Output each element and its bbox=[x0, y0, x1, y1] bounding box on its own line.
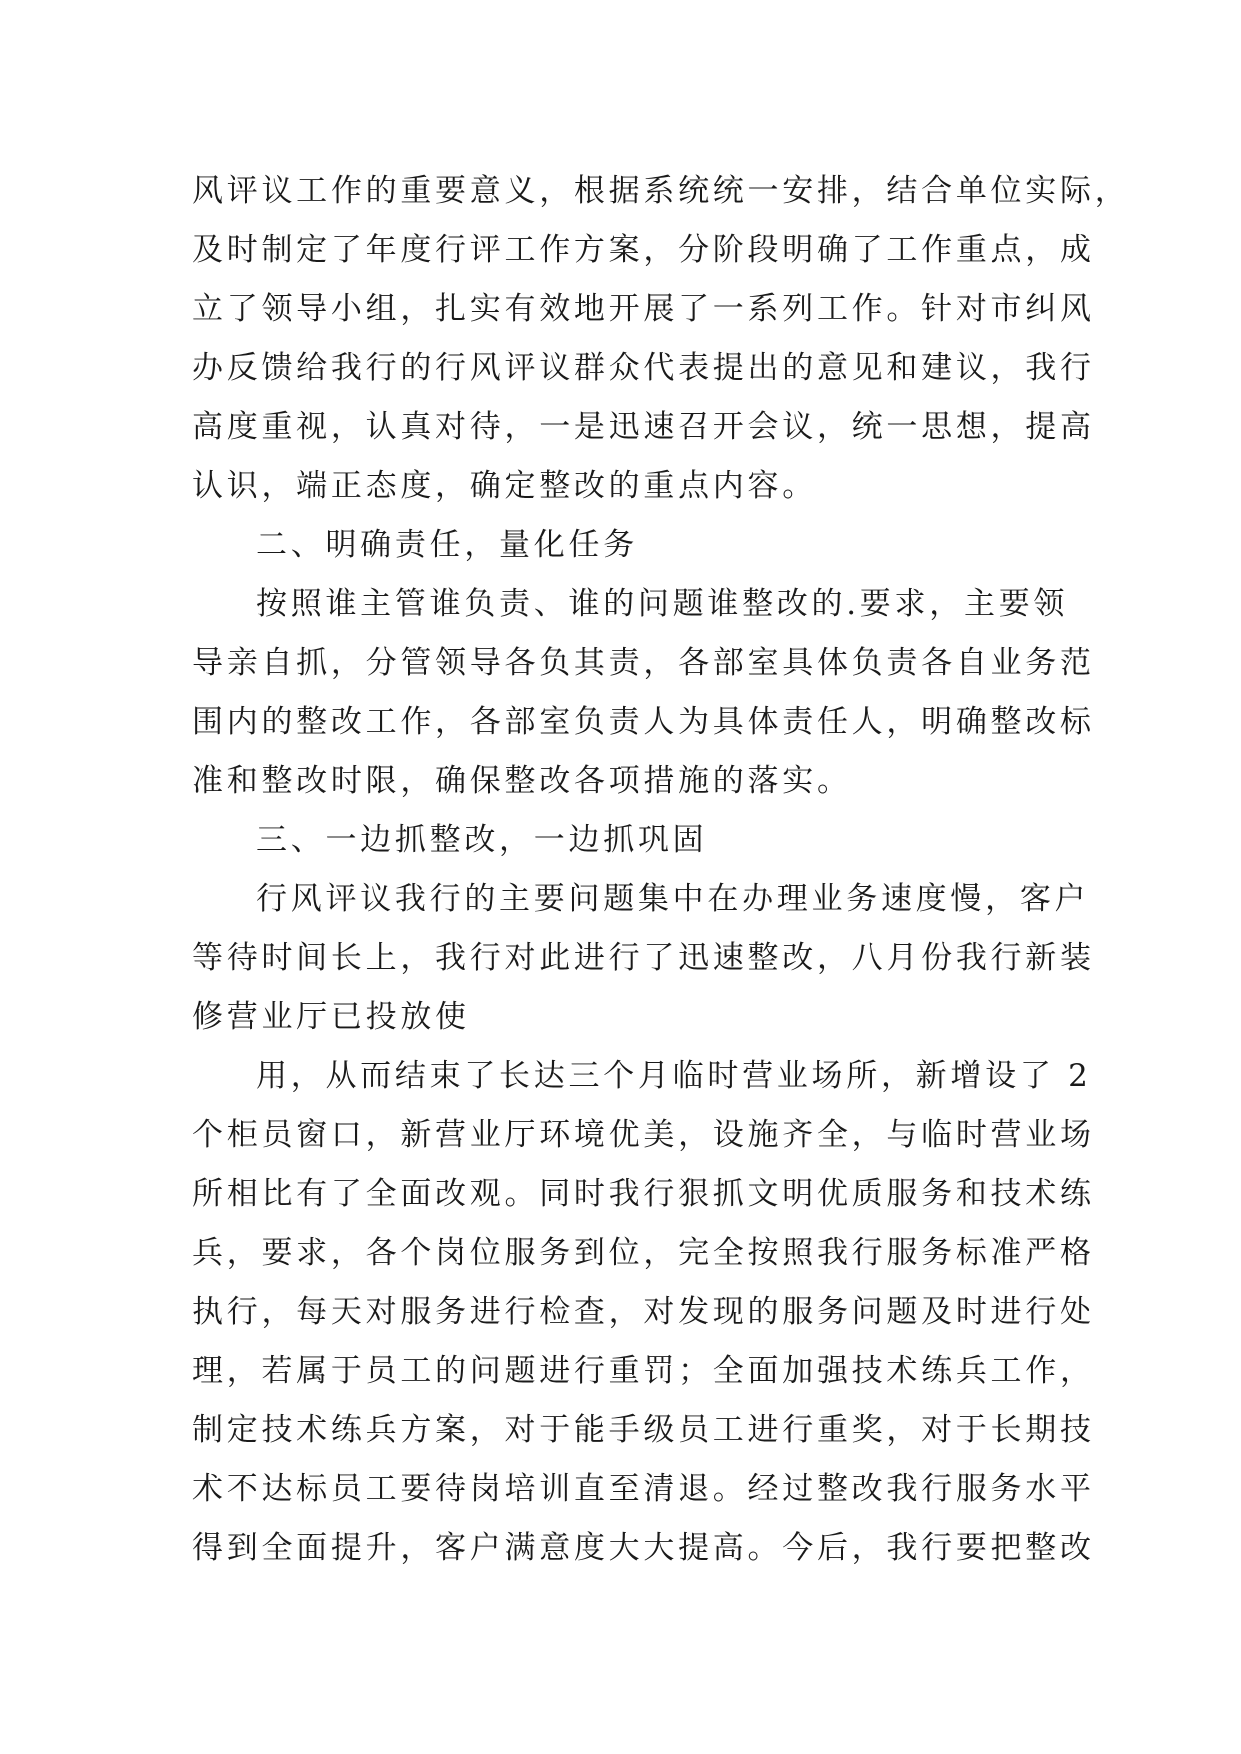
text-line: 兵，要求，各个岗位服务到位，完全按照我行服务标准严格 bbox=[192, 1235, 1095, 1271]
text-line: 个柜员窗口，新营业厅环境优美，设施齐全，与临时营业场 bbox=[192, 1117, 1095, 1153]
text-line: 用，从而结束了长达三个月临时营业场所，新增设了 2 bbox=[256, 1058, 1092, 1094]
text-line: 立了领导小组，扎实有效地开展了一系列工作。针对市纠风 bbox=[192, 291, 1095, 327]
text-line: 得到全面提升，客户满意度大大提高。今后，我行要把整改 bbox=[192, 1530, 1095, 1566]
text-line: 风评议工作的重要意义，根据系统统一安排，结合单位实际， bbox=[192, 173, 1130, 209]
text-line: 等待时间长上，我行对此进行了迅速整改，八月份我行新装 bbox=[192, 940, 1095, 976]
text-line: 执行，每天对服务进行检查，对发现的服务问题及时进行处 bbox=[192, 1294, 1095, 1330]
text-line: 术不达标员工要待岗培训直至清退。经过整改我行服务水平 bbox=[192, 1471, 1095, 1507]
text-line: 行风评议我行的主要问题集中在办理业务速度慢，客户 bbox=[256, 881, 1090, 917]
text-line: 三、一边抓整改，一边抓巩固 bbox=[256, 822, 708, 858]
text-line: 高度重视，认真对待，一是迅速召开会议，统一思想，提高 bbox=[192, 409, 1095, 445]
text-line: 按照谁主管谁负责、谁的问题谁整改的.要求，主要领 bbox=[256, 586, 1069, 622]
text-line: 围内的整改工作，各部室负责人为具体责任人，明确整改标 bbox=[192, 704, 1095, 740]
text-line: 准和整改时限，确保整改各项措施的落实。 bbox=[192, 763, 852, 799]
text-line: 理，若属于员工的问题进行重罚；全面加强技术练兵工作， bbox=[192, 1353, 1095, 1389]
text-line: 二、明确责任，量化任务 bbox=[256, 527, 638, 563]
document-body bbox=[192, 162, 1130, 1578]
text-line: 认识，端正态度，确定整改的重点内容。 bbox=[192, 468, 817, 504]
text-line: 所相比有了全面改观。同时我行狠抓文明优质服务和技术练 bbox=[192, 1176, 1095, 1212]
text-line: 办反馈给我行的行风评议群众代表提出的意见和建议，我行 bbox=[192, 350, 1095, 386]
text-line: 导亲自抓，分管领导各负其责，各部室具体负责各自业务范 bbox=[192, 645, 1095, 681]
text-line: 制定技术练兵方案，对于能手级员工进行重奖，对于长期技 bbox=[192, 1412, 1095, 1448]
text-line: 修营业厅已投放使 bbox=[192, 999, 470, 1035]
text-line: 及时制定了年度行评工作方案，分阶段明确了工作重点，成 bbox=[192, 232, 1095, 268]
